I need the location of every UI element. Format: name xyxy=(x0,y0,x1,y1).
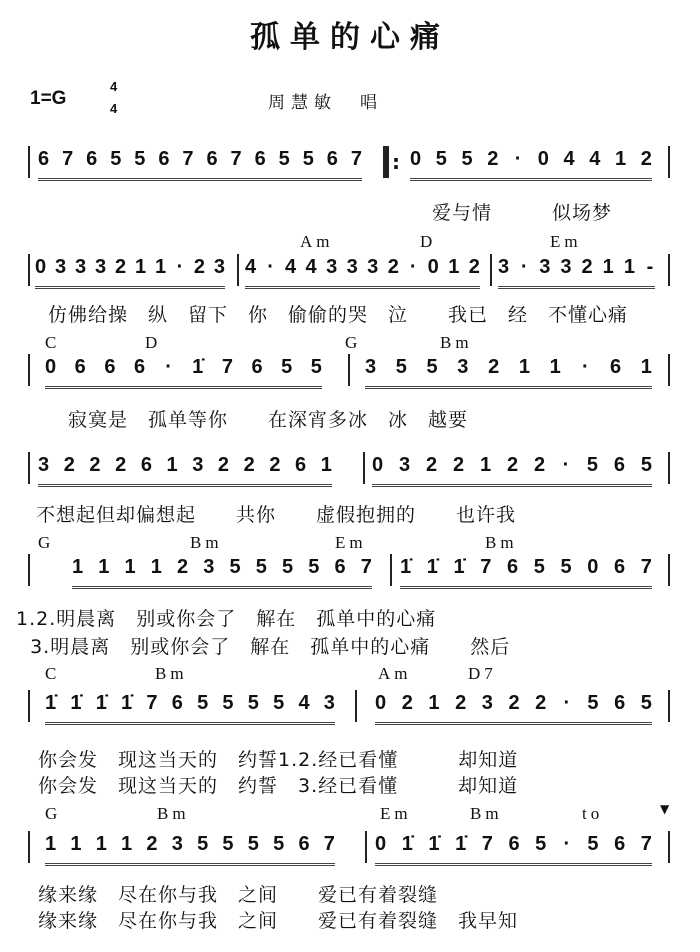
note: 2 xyxy=(581,256,593,278)
lyric-line: 你会发 现这当天的 约誓 3.经已看懂 却知道 xyxy=(38,775,519,797)
note: 7 xyxy=(62,148,74,170)
note: 6 xyxy=(295,454,307,476)
note: 1̇ xyxy=(70,692,82,714)
barline xyxy=(668,146,670,178)
time-signature-top: 4 xyxy=(110,79,118,94)
note: 3 xyxy=(38,454,50,476)
chord-symbol: Bm xyxy=(440,333,473,352)
note: 1̇ xyxy=(95,692,107,714)
note: 2 xyxy=(217,454,230,476)
note: 6 xyxy=(140,454,152,476)
measure xyxy=(45,692,335,725)
lyric-line: 爱与情 似场梦 xyxy=(432,202,613,224)
note: 4 xyxy=(284,256,297,278)
note: 7 xyxy=(230,148,242,170)
note: 3 xyxy=(457,356,469,378)
measure xyxy=(498,256,655,289)
note: 2 xyxy=(401,692,413,714)
note: 5 xyxy=(587,692,599,714)
time-signature-bottom: 4 xyxy=(110,101,118,116)
barline xyxy=(237,254,239,286)
note: 3 xyxy=(399,454,411,476)
note: 2 xyxy=(193,256,205,278)
note: 5 xyxy=(395,356,407,378)
note: 1 xyxy=(623,256,635,278)
note: 1 xyxy=(95,833,107,855)
note: 3 xyxy=(171,833,183,855)
note: 3 xyxy=(55,256,67,278)
measure xyxy=(245,256,480,289)
note: 5 xyxy=(435,148,447,170)
measure xyxy=(38,454,332,487)
note: 1 xyxy=(480,454,492,476)
augmentation-dot: · xyxy=(520,256,528,278)
measure xyxy=(72,556,372,589)
chord-symbol: G xyxy=(345,333,362,352)
note: 6 xyxy=(610,356,622,378)
key-signature: 1=G xyxy=(30,88,67,109)
note: 3 xyxy=(498,256,510,278)
chord-symbol: C xyxy=(45,333,61,352)
note: 3 xyxy=(539,256,551,278)
note: 7 xyxy=(480,556,492,578)
measure xyxy=(375,833,652,866)
note: 2 xyxy=(89,454,101,476)
barline xyxy=(348,354,350,386)
lyric-line: 缘来缘 尽在你与我 之间 爱已有着裂缝 我早知 xyxy=(38,910,519,932)
barline xyxy=(390,554,392,586)
note: 1 xyxy=(150,556,162,578)
measure xyxy=(375,692,652,725)
note: 5 xyxy=(535,833,547,855)
note: 3 xyxy=(323,692,335,714)
measure xyxy=(410,148,652,181)
chord-symbol: Bm xyxy=(485,533,518,552)
barline xyxy=(28,146,30,178)
note: 7 xyxy=(146,692,158,714)
note: 0 xyxy=(537,148,549,170)
repeat-barline xyxy=(383,146,389,178)
note: 3 xyxy=(481,692,493,714)
note: 6 xyxy=(507,556,519,578)
note: 1̇ xyxy=(45,692,57,714)
note: 1̇ xyxy=(453,556,465,578)
note: 3 xyxy=(560,256,572,278)
note: 5 xyxy=(273,692,285,714)
note: 6 xyxy=(508,833,520,855)
note: 0 xyxy=(372,454,384,476)
augmentation-dot: · xyxy=(562,454,570,476)
note: 2 xyxy=(146,833,158,855)
note-extension: - xyxy=(646,256,654,278)
note: 1̇ xyxy=(401,833,413,855)
note: 6 xyxy=(614,833,626,855)
note: 1̇ xyxy=(428,833,440,855)
chord-symbol: Em xyxy=(335,533,367,552)
note: 5 xyxy=(134,148,146,170)
note: 4 xyxy=(305,256,317,278)
note: 5 xyxy=(426,356,438,378)
note: 1 xyxy=(549,356,561,378)
note: 5 xyxy=(587,833,599,855)
note: 1 xyxy=(121,833,133,855)
note: 7 xyxy=(640,833,652,855)
augmentation-dot: · xyxy=(267,256,274,278)
note: 2 xyxy=(488,356,500,378)
barline xyxy=(668,831,670,863)
note: 2 xyxy=(387,256,399,278)
augmentation-dot: · xyxy=(176,256,184,278)
note: 2 xyxy=(534,454,546,476)
note: 1 xyxy=(428,692,440,714)
note: 5 xyxy=(310,356,322,378)
note: 6 xyxy=(133,356,146,378)
augmentation-dot: · xyxy=(563,833,571,855)
barline xyxy=(28,554,30,586)
note: 5 xyxy=(197,833,209,855)
barline xyxy=(28,690,30,722)
note: 3 xyxy=(213,256,225,278)
barline xyxy=(28,452,30,484)
note: 5 xyxy=(247,833,259,855)
chord-symbol: Bm xyxy=(155,664,188,683)
note: 0 xyxy=(427,256,439,278)
note: 6 xyxy=(206,148,218,170)
note: 3 xyxy=(203,556,215,578)
augmentation-dot: · xyxy=(514,148,522,170)
note: 5 xyxy=(110,148,122,170)
note: 1 xyxy=(615,148,627,170)
barline xyxy=(355,690,357,722)
barline xyxy=(363,452,365,484)
note: 1 xyxy=(602,256,614,278)
note: 5 xyxy=(255,556,267,578)
note: 1̇ xyxy=(121,692,133,714)
note: 1 xyxy=(640,356,652,378)
note: 7 xyxy=(221,356,233,378)
note: 6 xyxy=(86,148,98,170)
note: 1̇ xyxy=(455,833,467,855)
augmentation-dot: · xyxy=(582,356,589,378)
note: 4 xyxy=(563,148,575,170)
song-title: 孤单的心痛 xyxy=(250,20,450,55)
note: 4 xyxy=(589,148,601,170)
augmentation-dot: · xyxy=(165,356,172,378)
lyric-line: 缘来缘 尽在你与我 之间 爱已有着裂缝 xyxy=(38,884,439,906)
note: 6 xyxy=(251,356,263,378)
note: 1 xyxy=(155,256,167,278)
note: 5 xyxy=(560,556,572,578)
note: 2 xyxy=(63,454,75,476)
note: 6 xyxy=(298,833,310,855)
lyric-line: 寂寞是 孤单等你 在深宵多冰 冰 越要 xyxy=(68,409,469,431)
time-signature xyxy=(110,76,117,120)
barline xyxy=(28,831,30,863)
barline xyxy=(668,690,670,722)
note: 7 xyxy=(360,556,372,578)
note: 6 xyxy=(254,148,266,170)
chord-symbol: Em xyxy=(550,232,582,251)
note: 6 xyxy=(326,148,338,170)
note: 5 xyxy=(247,692,259,714)
note: 5 xyxy=(308,556,320,578)
note: 3 xyxy=(367,256,379,278)
note: 0 xyxy=(410,148,422,170)
note: 1 xyxy=(124,556,136,578)
barline xyxy=(668,452,670,484)
chord-symbol: C xyxy=(45,664,61,683)
note: 6 xyxy=(614,692,626,714)
lyric-line: 你会发 现这当天的 约誓1.2.经已看懂 却知道 xyxy=(38,749,519,771)
note: 3 xyxy=(326,256,338,278)
note: 5 xyxy=(586,454,598,476)
barline xyxy=(668,554,670,586)
note: 1 xyxy=(448,256,460,278)
measure xyxy=(45,356,322,389)
note: 6 xyxy=(334,556,346,578)
measure xyxy=(365,356,652,389)
measure xyxy=(38,148,362,181)
lyric-line: 1.2.明晨离 别或你会了 解在 孤单中的心痛 xyxy=(16,608,437,630)
measure xyxy=(35,256,225,289)
chord-symbol: G xyxy=(45,804,62,823)
note: 0 xyxy=(375,833,387,855)
note: 4 xyxy=(298,692,310,714)
measure xyxy=(372,454,652,487)
note: 5 xyxy=(533,556,545,578)
note: 0 xyxy=(35,256,47,278)
note: 2 xyxy=(455,692,467,714)
note: 6 xyxy=(171,692,183,714)
repeat-dots: : xyxy=(392,150,400,174)
note: 7 xyxy=(182,148,194,170)
note: 1̇ xyxy=(426,556,438,578)
note: 1 xyxy=(72,556,84,578)
note: 4 xyxy=(245,256,257,278)
note: 2 xyxy=(115,256,127,278)
note: 6 xyxy=(74,356,86,378)
note: 6 xyxy=(158,148,170,170)
note: 2 xyxy=(453,454,465,476)
note: 1̇ xyxy=(400,556,412,578)
note: 5 xyxy=(461,148,473,170)
note: 5 xyxy=(281,356,293,378)
barline xyxy=(28,254,30,286)
note: 5 xyxy=(278,148,290,170)
chord-symbol: Am xyxy=(300,232,334,251)
note: 1 xyxy=(135,256,147,278)
barline xyxy=(28,354,30,386)
note: 5 xyxy=(640,692,652,714)
note: 2 xyxy=(269,454,281,476)
note: 2 xyxy=(468,256,480,278)
note: 3 xyxy=(365,356,377,378)
barline xyxy=(668,254,670,286)
note: 5 xyxy=(197,692,209,714)
note: 7 xyxy=(640,556,652,578)
note: 1 xyxy=(45,833,57,855)
measure xyxy=(45,833,335,866)
note: 2 xyxy=(508,692,520,714)
note: 0 xyxy=(587,556,599,578)
note: 5 xyxy=(273,833,285,855)
singer-credit: 周慧敏 唱 xyxy=(268,93,383,113)
note: 1̇ xyxy=(192,356,204,378)
note: 2 xyxy=(243,454,255,476)
barline xyxy=(365,831,367,863)
segno-marker-icon: ▼ xyxy=(660,802,670,816)
note: 7 xyxy=(323,833,335,855)
note: 6 xyxy=(38,148,50,170)
lyric-line: 3.明晨离 别或你会了 解在 孤单中的心痛 然后 xyxy=(16,636,511,658)
note: 0 xyxy=(45,356,57,378)
note: 5 xyxy=(302,148,314,170)
chord-symbol: D xyxy=(420,232,437,251)
chord-symbol: Bm xyxy=(190,533,223,552)
note: 5 xyxy=(640,454,652,476)
note: 2 xyxy=(535,692,547,714)
note: 3 xyxy=(75,256,87,278)
note: 5 xyxy=(229,556,241,578)
note: 2 xyxy=(115,454,127,476)
chord-symbol: G xyxy=(38,533,55,552)
chord-symbol: Am xyxy=(378,664,412,683)
note: 2 xyxy=(640,148,652,170)
note: 2 xyxy=(487,148,499,170)
barline xyxy=(490,254,492,286)
note: 3 xyxy=(192,454,204,476)
chord-symbol: D xyxy=(145,333,162,352)
note: 7 xyxy=(481,833,493,855)
augmentation-dot: · xyxy=(409,256,417,278)
note: 1 xyxy=(518,356,530,378)
note: 6 xyxy=(104,356,116,378)
note: 1 xyxy=(320,454,332,476)
lyric-line: 不想起但却偏想起 共你 虚假抱拥的 也许我 xyxy=(36,504,517,526)
note: 3 xyxy=(346,256,358,278)
chord-symbol: Bm xyxy=(157,804,190,823)
augmentation-dot: · xyxy=(563,692,571,714)
note: 5 xyxy=(282,556,294,578)
chord-symbol: Em xyxy=(380,804,412,823)
note: 2 xyxy=(426,454,438,476)
chord-symbol: D7 xyxy=(468,664,497,683)
barline xyxy=(668,354,670,386)
note: 6 xyxy=(613,454,625,476)
note: 2 xyxy=(507,454,519,476)
note: 1 xyxy=(70,833,82,855)
note: 5 xyxy=(222,692,234,714)
note: 2 xyxy=(177,556,189,578)
note: 3 xyxy=(95,256,107,278)
lyric-line: 仿佛给操 纵 留下 你 偷偷的哭 泣 我已 经 不懂心痛 xyxy=(48,304,629,326)
note: 0 xyxy=(375,692,387,714)
note: 7 xyxy=(350,148,362,170)
note: 5 xyxy=(222,833,234,855)
note: 1 xyxy=(98,556,110,578)
measure xyxy=(400,556,652,589)
chord-symbol: to xyxy=(582,804,604,823)
chord-symbol: Bm xyxy=(470,804,503,823)
note: 1 xyxy=(166,454,178,476)
note: 6 xyxy=(614,556,626,578)
